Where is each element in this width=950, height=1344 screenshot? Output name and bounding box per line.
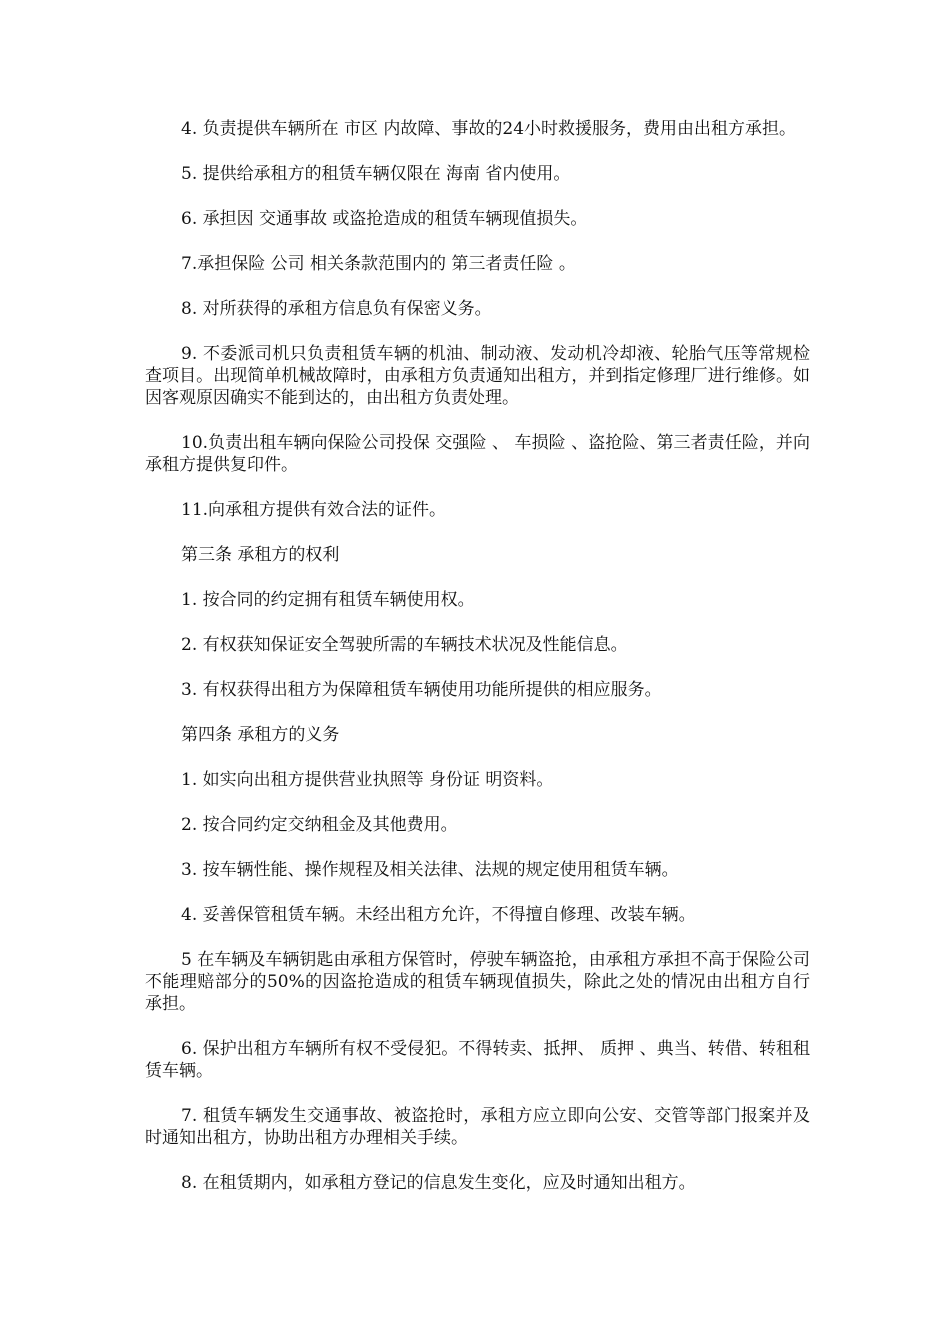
owner-duty-7-paragraph: 7.承担保险 公司 相关条款范围内的 第三者责任险 。 [181, 254, 576, 274]
owner-duty-9-paragraph: 9. 不委派司机只负责租赁车辆的机油、制动液、发动机冷却液、轮胎气压等常规检查项目。出现简单机械故障时，由承租方负责通知出租方，并到指定修理厂进行维修。如因客观原因确实不能到达的，由出租方负责处理。 [145, 344, 810, 408]
lessee-right-1-paragraph: 1. 按合同的约定拥有租赁车辆使用权。 [181, 590, 475, 610]
lessee-duty-6-paragraph: 6. 保护出租方车辆所有权不受侵犯。不得转卖、抵押、 质押 、典当、转借、转租租赁车辆。 [145, 1039, 810, 1081]
article-3-heading: 第三条 承租方的权利 [181, 545, 340, 565]
owner-duty-6-paragraph: 6. 承担因 交通事故 或盗抢造成的租赁车辆现值损失。 [181, 209, 588, 229]
lessee-right-3-paragraph: 3. 有权获得出租方为保障租赁车辆使用功能所提供的相应服务。 [181, 680, 662, 700]
owner-duty-8-paragraph: 8. 对所获得的承租方信息负有保密义务。 [181, 299, 492, 319]
owner-duty-5-paragraph: 5. 提供给承租方的租赁车辆仅限在 海南 省内使用。 [181, 164, 571, 184]
article-4-heading: 第四条 承租方的义务 [181, 725, 340, 745]
owner-duty-4-paragraph: 4. 负责提供车辆所在 市区 内故障、事故的24小时救援服务，费用由出租方承担。 [181, 119, 797, 139]
lessee-duty-5-paragraph: 5 在车辆及车辆钥匙由承租方保管时，停驶车辆盗抢，由承租方承担不高于保险公司不能理赔部分的50%的因盗抢造成的租赁车辆现值损失，除此之处的情况由出租方自行承担。 [145, 950, 810, 1014]
owner-duty-10-paragraph: 10.负责出租车辆向保险公司投保 交强险 、 车损险 、盗抢险、第三者责任险，并向承租方提供复印件。 [145, 433, 810, 475]
lessee-duty-8-paragraph: 8. 在租赁期内，如承租方登记的信息发生变化，应及时通知出租方。 [181, 1173, 696, 1193]
document-body [145, 118, 810, 1194]
lessee-duty-3-paragraph: 3. 按车辆性能、操作规程及相关法律、法规的规定使用租赁车辆。 [181, 860, 679, 880]
lessee-duty-7-paragraph: 7. 租赁车辆发生交通事故、被盗抢时，承租方应立即向公安、交管等部门报案并及时通知出租方，协助出租方办理相关手续。 [145, 1106, 810, 1148]
lessee-right-2-paragraph: 2. 有权获知保证安全驾驶所需的车辆技术状况及性能信息。 [181, 635, 628, 655]
lessee-duty-4-paragraph: 4. 妥善保管租赁车辆。未经出租方允许，不得擅自修理、改装车辆。 [181, 905, 696, 925]
owner-duty-11-paragraph: 11.向承租方提供有效合法的证件。 [181, 500, 447, 520]
lessee-duty-2-paragraph: 2. 按合同约定交纳租金及其他费用。 [181, 815, 458, 835]
lessee-duty-1-paragraph: 1. 如实向出租方提供营业执照等 身份证 明资料。 [181, 770, 554, 790]
